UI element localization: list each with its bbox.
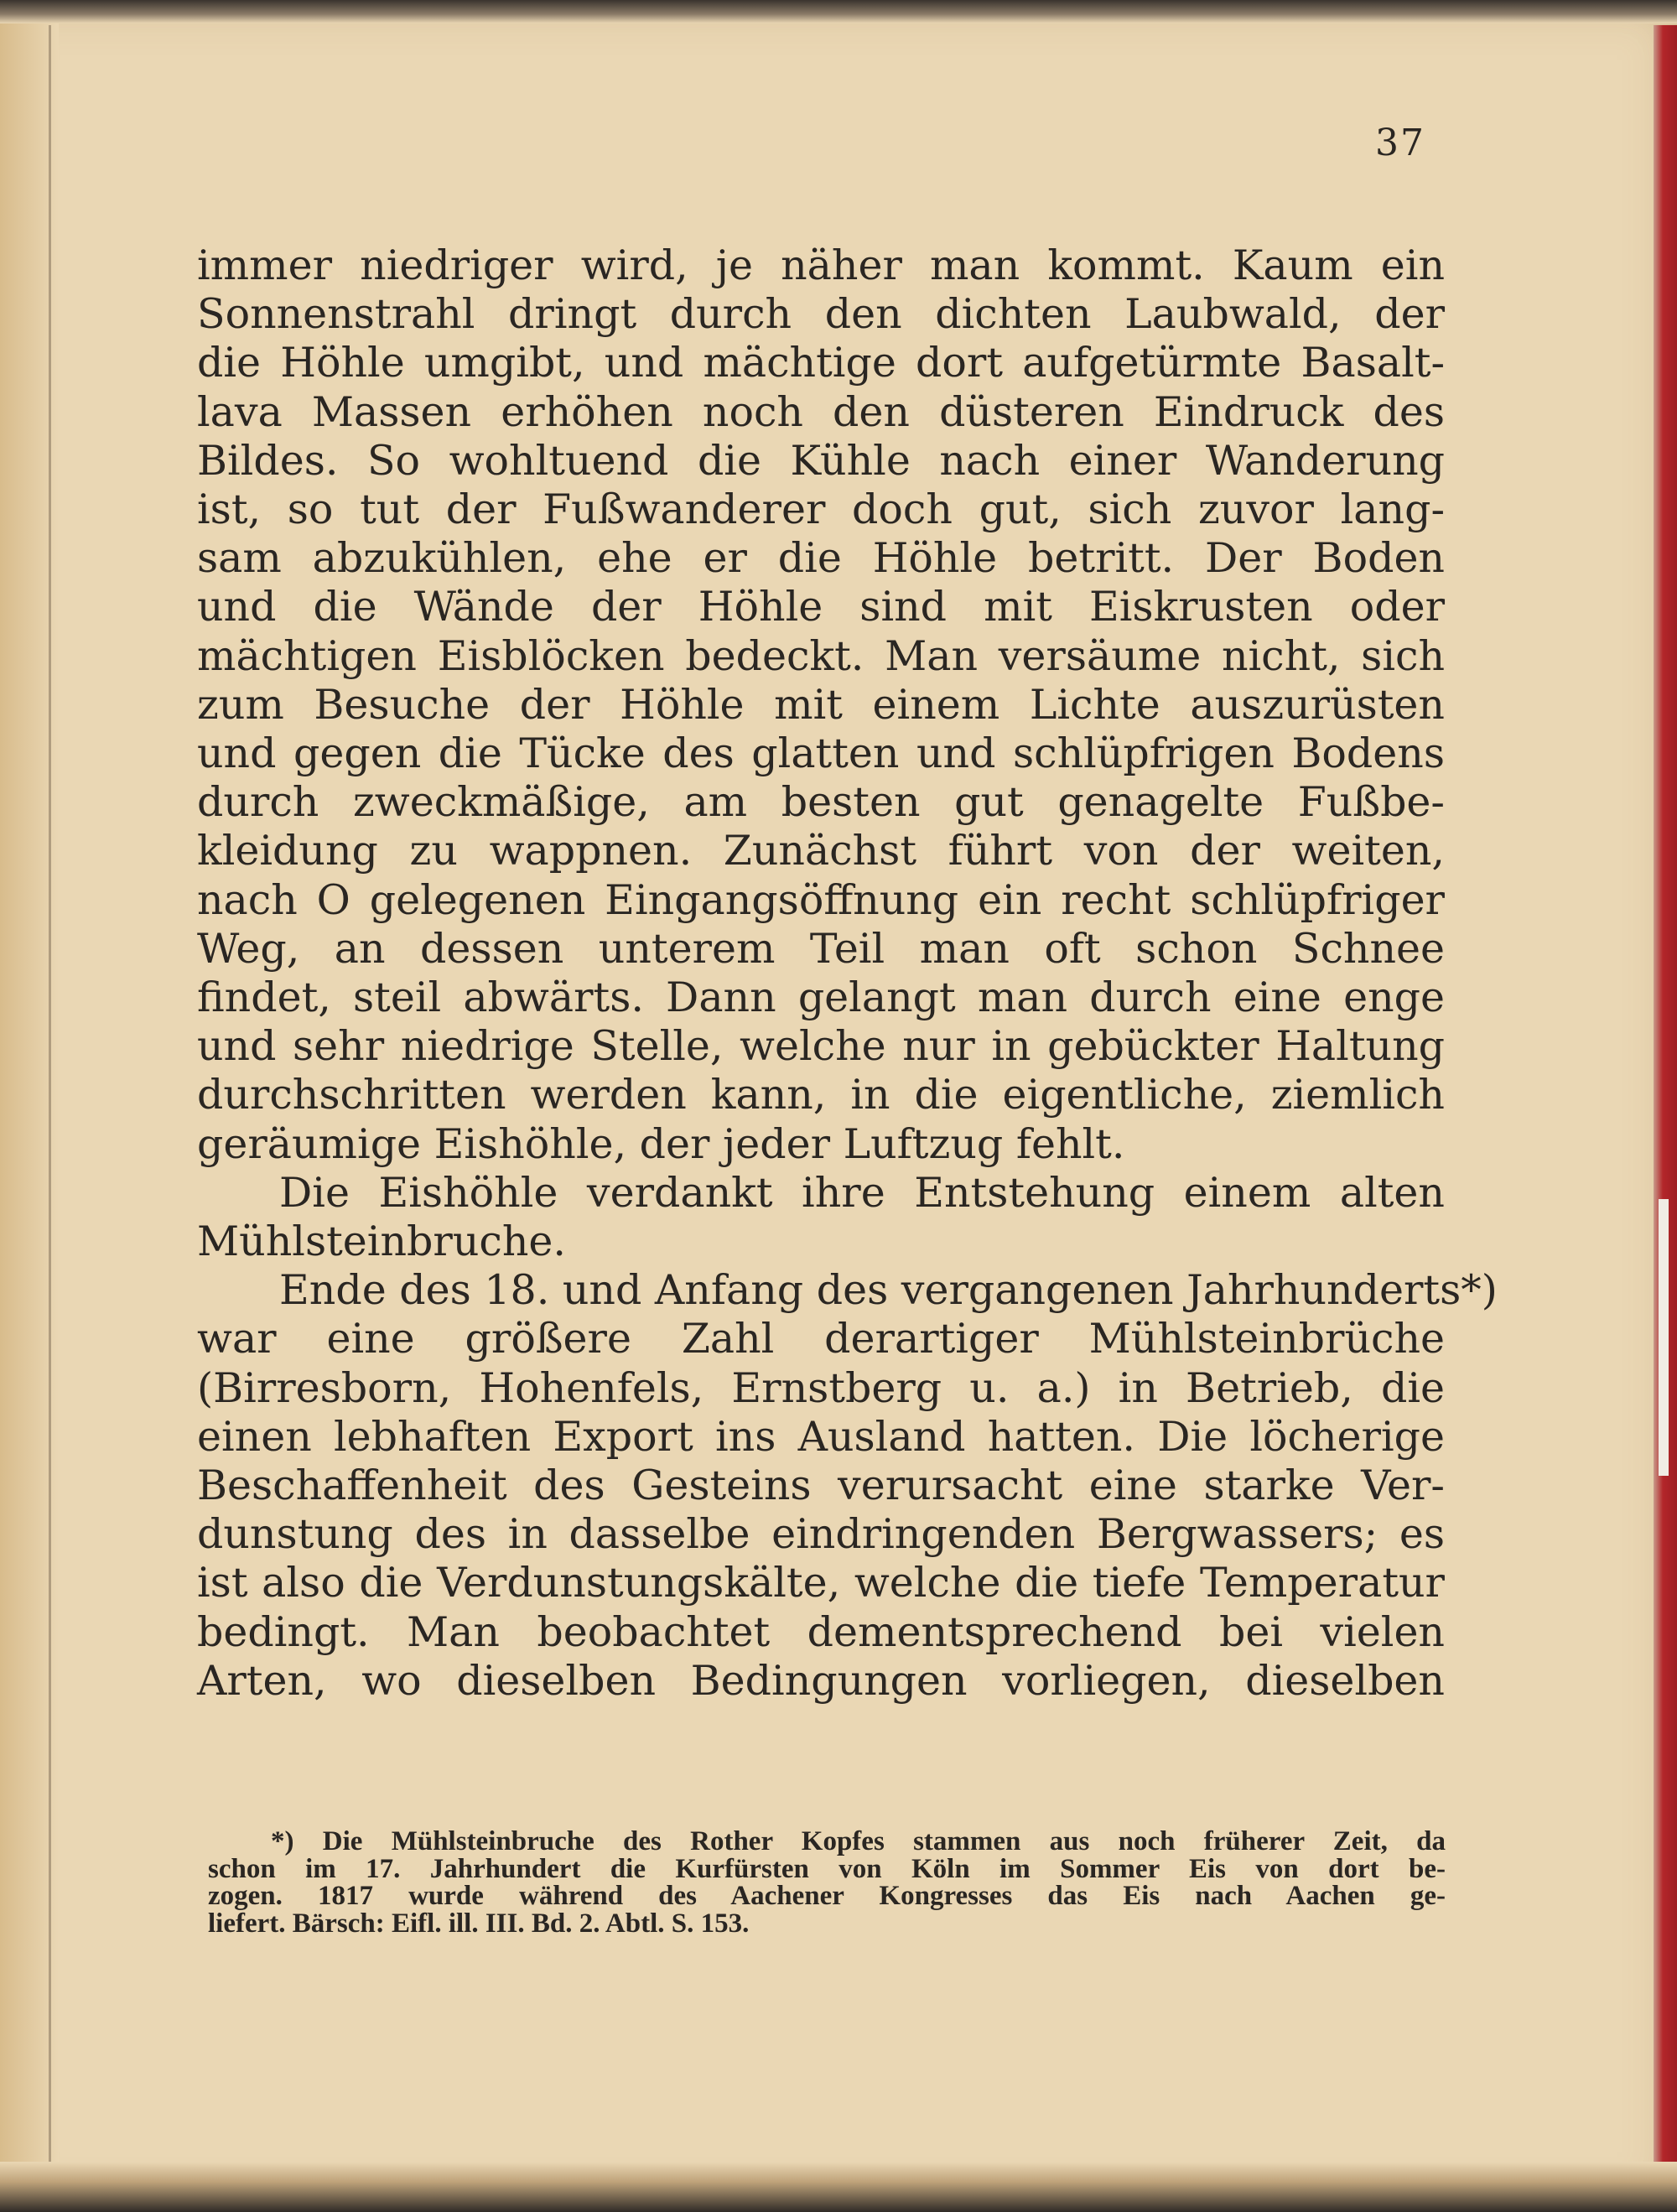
body-line: war eine größere Zahl derartiger Mühlsteinbrüche xyxy=(197,1315,1445,1363)
body-text xyxy=(197,241,1498,1706)
footnote-line: liefert. Bärsch: Eifl. ill. III. Bd. 2. Abtl. S. 153. xyxy=(208,1908,750,1939)
body-line: dunstung des in dasselbe eindringenden Bergwassers; es xyxy=(197,1510,1445,1559)
footnote xyxy=(208,1828,1446,1937)
page-top-edge xyxy=(0,0,1677,23)
body-line: Weg, an dessen unterem Teil man oft schon Schnee xyxy=(197,924,1445,973)
footnote-line: schon im 17. Jahrhundert die Kurfürsten von Köln im Sommer Eis von dort be- xyxy=(208,1853,1446,1884)
body-line: zum Besuche der Höhle mit einem Lichte auszurüsten xyxy=(197,680,1445,729)
body-line: und sehr niedrige Stelle, welche nur in gebückter Haltung xyxy=(197,1022,1445,1071)
body-line: kleidung zu wappnen. Zunächst führt von der weiten, xyxy=(197,827,1445,875)
body-line: ist also die Verdunstungskälte, welche die tiefe Temperatur xyxy=(197,1559,1445,1607)
body-line: Beschaffenheit des Gesteins verursacht eine starke Ver- xyxy=(197,1462,1445,1510)
body-line: nach O gelegenen Eingangsöffnung ein recht schlüpfriger xyxy=(197,875,1445,924)
body-line: und die Wände der Höhle sind mit Eiskrusten oder xyxy=(197,583,1445,631)
body-line: mächtigen Eisblöcken bedeckt. Man versäume nicht, sich xyxy=(197,631,1445,680)
footnote-line: zogen. 1817 wurde während des Aachener Kongresses das Eis nach Aachen ge- xyxy=(208,1881,1446,1912)
body-line: und gegen die Tücke des glatten und schlüpfrigen Bodens xyxy=(197,730,1445,778)
body-line: durch zweckmäßige, am besten gut genagelte Fußbe- xyxy=(197,778,1445,827)
body-line: Bildes. So wohltuend die Kühle nach einer Wanderung xyxy=(197,436,1445,485)
book-gutter xyxy=(49,25,51,2162)
body-line: findet, steil abwärts. Dann gelangt man durch eine enge xyxy=(197,974,1445,1022)
body-line: durchschritten werden kann, in die eigentliche, ziemlich xyxy=(197,1071,1445,1119)
body-line: Die Eishöhle verdankt ihre Entstehung einem alten xyxy=(279,1168,1445,1217)
body-line: Arten, wo dieselben Bedingungen vorliegen, dieselben xyxy=(197,1656,1445,1705)
body-line: geräumige Eishöhle, der jeder Luftzug fehlt. xyxy=(197,1119,1125,1168)
footnote-line: *) Die Mühlsteinbruche des Rother Kopfes stammen aus noch früherer Zeit, da xyxy=(271,1826,1446,1856)
body-line: Sonnenstrahl dringt durch den dichten Laubwald, der xyxy=(197,290,1445,339)
page-bottom-edge xyxy=(0,2162,1677,2212)
body-line: ist, so tut der Fußwanderer doch gut, sich zuvor lang- xyxy=(197,485,1445,534)
body-line: immer niedriger wird, je näher man kommt. Kaum ein xyxy=(197,241,1445,289)
body-line: bedingt. Man beobachtet dementsprechend bei vielen xyxy=(197,1607,1445,1656)
body-line: die Höhle umgibt, und mächtige dort aufgetürmte Basalt- xyxy=(197,339,1445,387)
page-number: 37 xyxy=(1375,122,1425,164)
body-line: sam abzukühlen, ehe er die Höhle betritt. Der Boden xyxy=(197,534,1445,583)
edge-notch xyxy=(1659,1199,1669,1476)
body-line: (Birresborn, Hohenfels, Ernstberg u. a.) in Betrieb, die xyxy=(197,1363,1445,1412)
body-line: lava Massen erhöhen noch den düsteren Eindruck des xyxy=(197,387,1445,436)
body-line: Ende des 18. und Anfang des vergangenen Jahrhunderts*) xyxy=(279,1266,1498,1315)
body-line: Mühlsteinbruche. xyxy=(197,1218,566,1266)
red-page-edge xyxy=(1654,25,1677,2162)
body-line: einen lebhaften Export ins Ausland hatten. Die löcherige xyxy=(197,1412,1445,1461)
